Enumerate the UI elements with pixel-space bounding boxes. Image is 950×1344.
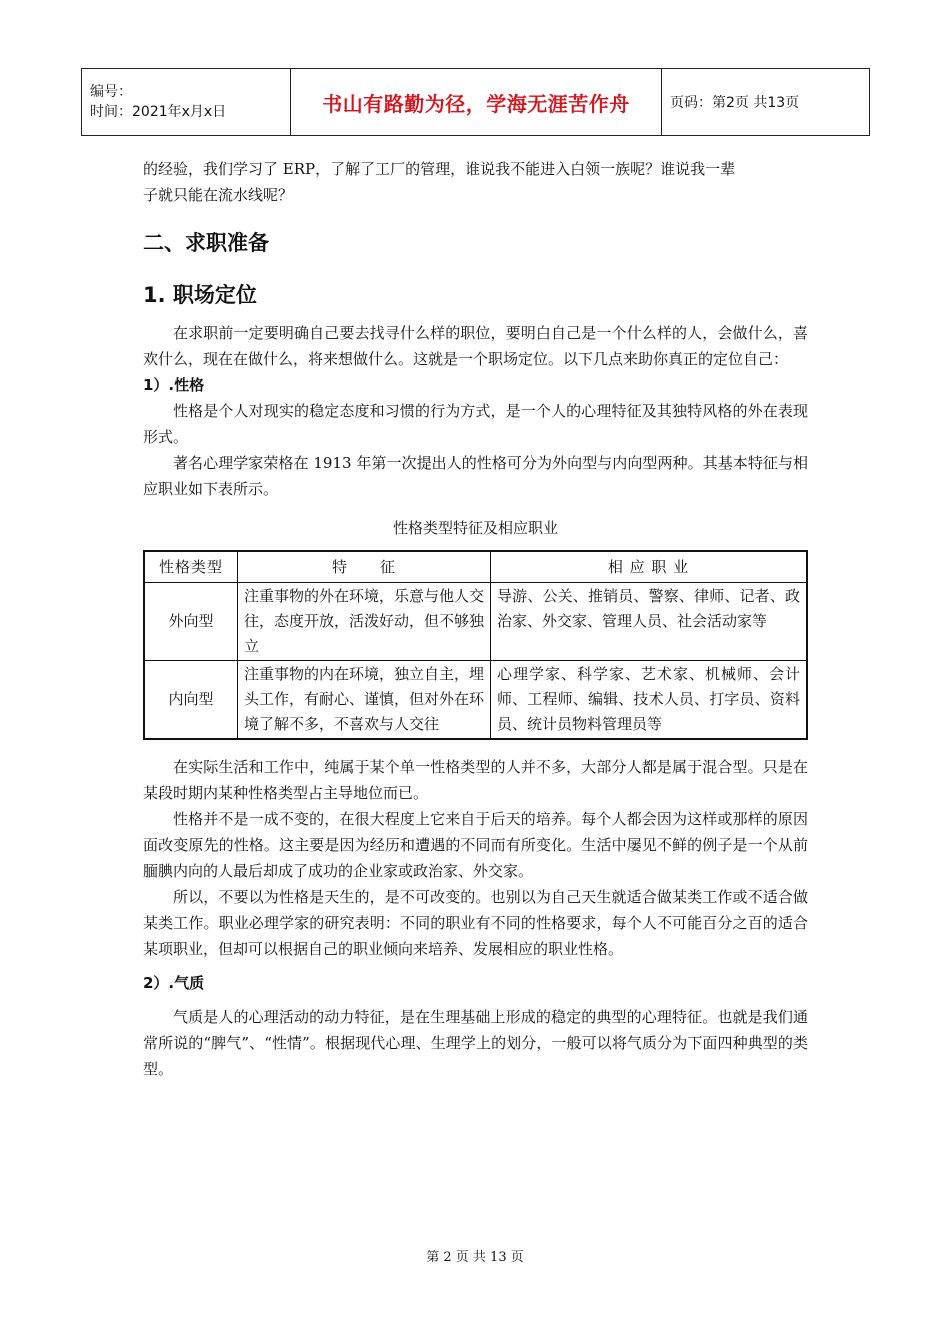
number-label: 编号： [90, 84, 132, 100]
section-title: 二、求职准备 [143, 231, 269, 255]
table-row [144, 583, 807, 661]
paragraph-position: 在求职前一定要明确自己要去找寻什么样的职位，要明白自己是一个什么样的人，会做什么，喜欢什么，现在在做什么，将来想做什么。这就是一个职场定位。以下几点来助你真正的定位自己： [143, 324, 808, 368]
header-jobs: 相 应 职 业 [491, 551, 808, 583]
table-caption: 性格类型特征及相应职业 [392, 519, 558, 537]
intro-line-1: 的经验，我们学习了 ERP，了解了工厂的管理，谁说我不能进入白领一族呢？谁说我一辈 [143, 160, 736, 178]
row-jobs: 心理学家、科学家、艺术家、机械师、会计师、工程师、编辑、技术人员、打字员、资料员、统计员物料管理员等 [491, 661, 808, 740]
table-header-row [144, 551, 807, 583]
personality-table [143, 550, 808, 740]
header-type: 性格类型 [144, 551, 238, 583]
subsection-title: 1. 职场定位 [143, 283, 257, 307]
paragraph-so: 所以，不要以为性格是天生的，是不可改变的。也别以为自己天生就适合做某类工作或不适合做某类工作。职业必理学家的研究表明：不同的职业有不同的性格要求，每个人不可能百分之百的适合某项职业，但却可以根据自己的职业倾向来培养、发展相应的职业性格。 [143, 888, 808, 958]
item-temperament-title: 2）.气质 [143, 974, 205, 992]
motto: 书山有路勤为径，学海无涯苦作舟 [322, 91, 630, 116]
document-body [143, 156, 808, 1082]
page-header [81, 68, 870, 136]
row-jobs: 导游、公关、推销员、警察、律师、记者、政治家、外交家、管理人员、社会活动家等 [491, 583, 808, 661]
table-row [144, 661, 807, 740]
page-indicator: 页码：第2页 共13页 [662, 69, 870, 136]
page-footer: 第 2 页 共 13 页 [426, 1250, 524, 1265]
header-meta [82, 69, 291, 136]
paragraph-temperament: 气质是人的心理活动的动力特征，是在生理基础上形成的稳定的典型的心理特征。也就是我们通常所说的“脾气”、“性情”。根据现代心理、生理学上的划分，一般可以将气质分为下面四种典型的类型。 [143, 1008, 808, 1078]
paragraph-personality-2: 著名心理学家荣格在 1913 年第一次提出人的性格可分为外向型与内向型两种。其基本特征与相应职业如下表所示。 [143, 454, 808, 498]
item-personality-title: 1）.性格 [143, 376, 205, 394]
intro-line-2: 子就只能在流水线呢？ [143, 186, 294, 204]
header-motto-cell [291, 69, 662, 136]
paragraph-personality-1: 性格是个人对现实的稳定态度和习惯的行为方式，是一个人的心理特征及其独特风格的外在表现形式。 [143, 402, 808, 446]
header-traits: 特 征 [238, 551, 491, 583]
row-traits: 注重事物的内在环境，独立自主，埋头工作，有耐心、谨慎，但对外在环境了解不多，不喜欢与人交往 [238, 661, 491, 740]
row-type: 内向型 [144, 661, 238, 740]
row-type: 外向型 [144, 583, 238, 661]
row-traits: 注重事物的外在环境，乐意与他人交往，态度开放，活泼好动，但不够独立 [238, 583, 491, 661]
time-label: 时间：2021年x月x日 [90, 104, 227, 120]
paragraph-mixed: 在实际生活和工作中，纯属于某个单一性格类型的人并不多，大部分人都是属于混合型。只是在某段时期内某种性格类型占主导地位而已。 [143, 758, 808, 802]
paragraph-change: 性格并不是一成不变的，在很大程度上它来自于后天的培养。每个人都会因为这样或那样的原因面改变原先的性格。这主要是因为经历和遭遇的不同而有所变化。生活中屡见不鲜的例子是一个从前腼腆内向的人最后却成了成功的企业家或政治家、外交家。 [143, 810, 808, 880]
